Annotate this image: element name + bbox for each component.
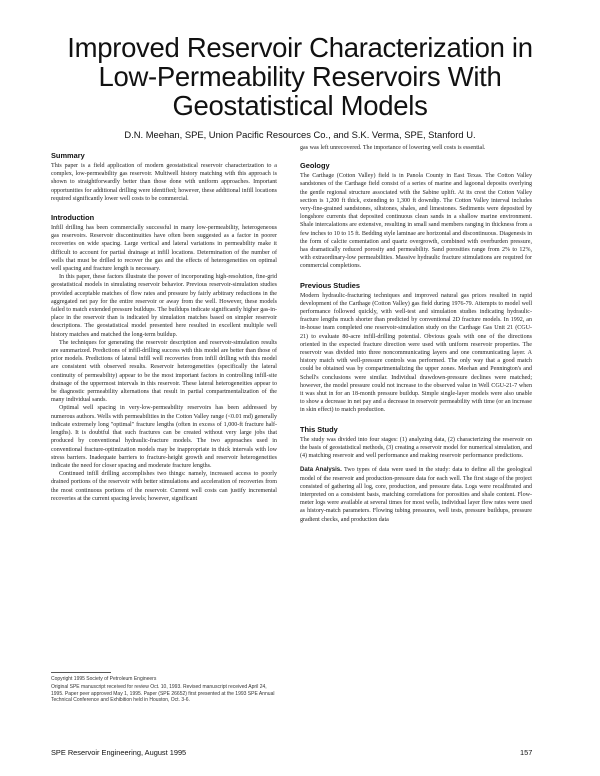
introduction-paragraph-5: Continued infill drilling accomplishes two things: namely, increased access to poorly drained portions of the reservoir with better stimulations and acceleration of recoveries from the most continuous portions of the reservoir. Current well costs can justify incremental recoveries at the current spacing levels; however, significant [51,471,277,502]
author-line: D.N. Meehan, SPE, Union Pacific Resources Co., and S.K. Verma, SPE, Stanford U. [124,129,476,140]
introduction-heading: Introduction [51,213,95,223]
data-analysis-text: Two types of data were used in the study: data to define all the geological model of the reservoir and production-pressure data for each well. The first stage of the project consisted of gathering all log, core, production, and pressure data. Logs were recalibrated and interpreted on a consistent basis, matching correlations for porosities and shale content. Flow-meter logs were available at several times for most wells, individual layer flow rates were used as history-match parameters. Flowing tubing pressures, well tests, pressure buildups, pressure gradient checks, and production data [300,467,532,523]
previous-studies-text: Modern hydraulic-fracturing techniques and improved natural gas prices resulted in rapid development of the Carthage (Cotton Valley) gas field during 1976-79. Attempts to model well performance followed quickly, with well-test and simulation studies indicating hydraulic-fracture lengths much shorter than predicted by conventional 2D fracture models. In 1992, an in-house team completed one reservoir-simulation study on the Carthage Gas Unit 21 (CGU-21) to evaluate 80-acre infill-drilling potential. Obvious goals with one of the directions oriented in the expected fracture direction were used with uniform reservoir properties. The reservoir was divided into three noncommunicating layers and one communicating layer. A history match with well-pressure controls was performed. The only way that a good match could be obtained was by compartmentalizing the upper zones. Meehan and Pennington's and Schell's conclusions were similar. Individual drawdown-pressure declines were matched; however, the model pressure could not increase to the observed value in Well CGU-21-7 when it was shut in for an 18-month pressure buildup. Simple single-layer models were also unable to show a decrease in net pay and a decrease in reservoir permeability with time (or an increase in skin effect) to match production. [300,292,532,414]
geology-text: The Carthage (Cotton Valley) field is in Panola County in East Texas. The Cotton Valley sandstones of the Carthage field consist of a series of marine and lagoonal deposits overlying the gentle regional structure associated with the Sabine uplift. At its crest the Cotton Valley section is 1,200 ft thick, extending to 1,300 ft downdip. The Cotton Valley interval includes very-fine-grained sandstones, siltstones, shales, and limestones. Sediments were deposited by longshore currents that deposited continuous clean sands in a shallow marine environment. Shale intercalations are extensive, resulting in small sand members ranging in thickness from a few inches to 10 to 15 ft. Bedding style laminae are horizontal and discontinuous. Diagenesis in the form of calcite cementation and quartz overgrowth, combined with overburden pressure, has dramatically reduced porosity and permeability. Sand porosities range from 2% to 12%, with extraordinary-low permeabilities. Massive hydraulic fracture stimulations are required for commercial completions. [300,173,532,270]
introduction-paragraph-1: Infill drilling has been commercially successful in many low-permeability, heterogeneous gas reservoirs. Reservoir discontinuities have often been suggested as a factor in poorer recoveries on wide spacing. Large vertical and lateral variations in permeability make it difficult to account for partial drainage at infill locations. Determination of the number of wells that must be drilled to recover the gas and the effects of heterogeneities on optimal well spacing and fracture length is necessary. [51,225,277,273]
copyright-note: Copyright 1995 Society of Petroleum Engineers [51,676,157,682]
introduction-continuation: gas was left unrecovered. The importance of lowering well costs is essential. [300,145,486,151]
title-line-3: Geostatistical Models [172,90,428,121]
right-column [300,144,532,524]
geology-heading: Geology [300,161,330,171]
paper-title [40,33,560,120]
this-study-heading: This Study [300,424,338,434]
this-study-text: The study was divided into four stages: (1) analyzing data, (2) characterizing the reservoir on the basis of geostatistical methods, (3) creating a reservoir model for numerical simulation, and (4) matching reservoir and well performance and making reservoir performance predictions. [300,436,532,460]
footnote-block [51,672,277,706]
introduction-paragraph-4: Optimal well spacing in very-low-permeability reservoirs has been addressed by numerous authors. Wells with permeabilities in the Cotton Valley range (<0.01 md) generally indicate extremely long "optimal" fracture lengths (often in excess of 1,000-ft fracture half-lengths). It is doubtful that such fractures can be created without very large jobs that produced by conventional hydraulic-fracture models. The two approaches used in conventional fracture-optimization models may be inappropriate in thick intervals with low stress barriers. Inadequate barriers to fracture-height growth and reservoir heterogeneities indicate the need for closer spacing and moderate fracture lengths. [51,405,277,469]
footnote-rule [51,672,111,673]
summary-text: This paper is a field application of modern geostatistical reservoir characterization to a complex, low-permeability gas reservoir. Multiwell history matching with this approach is shown to straightforwardly better than those done with uniform approaches. Important opportunities for additional drilling were identified; however, these additional infill locations required significantly lower well costs to be commercial. [51,163,277,202]
summary-heading: Summary [51,151,85,160]
title-line-2: Low-Permeability Reservoirs With [98,61,502,92]
page-number: 157 [520,748,533,757]
title-line-1: Improved Reservoir Characterization in [67,32,533,63]
data-analysis-paragraph [300,466,532,523]
journal-footer: SPE Reservoir Engineering, August 1995 [51,748,187,757]
introduction-paragraph-2: In this paper, these factors illustrate the power of incorporating high-resolution, fine-grid geostatistical models in simulating reservoir behavior. Previous reservoir-simulation studies provided acceptable matches of flow rates and pressure by fairly arbitrary reductions in the aggregated net pay for the entire reservoir or away from the well. However, these models failed to match extended pressure buildups. The buildups indicate significantly higher gas-in-place in the reservoir than is indicated by simulation matches based on simpler reservoir descriptions. The geostatistical model presented here resulted in excellent multiple well history matches and matched the long-term buildup. [51,274,277,338]
introduction-paragraph-3: The techniques for generating the reservoir description and reservoir-simulation results are summarized. Predictions of infill-drilling success with this model are better than those of prior models. Predictions of lateral infill well recoveries from infill drilling with this model are consistent with observed results. Reservoir heterogeneities (specifically the lateral continuity of permeability) appear to be the most important factors in controlling infill-site drainage of the uppermost intervals in this reservoir. These lateral heterogeneities appear to be diagnostic permeability alternations that result in partial compartmentalization of the many individual sands. [51,339,277,404]
data-analysis-lead: Data Analysis. [300,467,342,474]
manuscript-note: Original SPE manuscript received for review Oct. 10, 1993. Revised manuscript received April 24, 1995. Paper peer approved May 1, 1995. Paper (SPE 26652) first presented at the 1993 SPE Annual Technical Conference and Exhibition held in Houston, Oct. 3-6. [51,684,275,704]
previous-studies-heading: Previous Studies [300,280,360,290]
left-column [51,144,277,503]
